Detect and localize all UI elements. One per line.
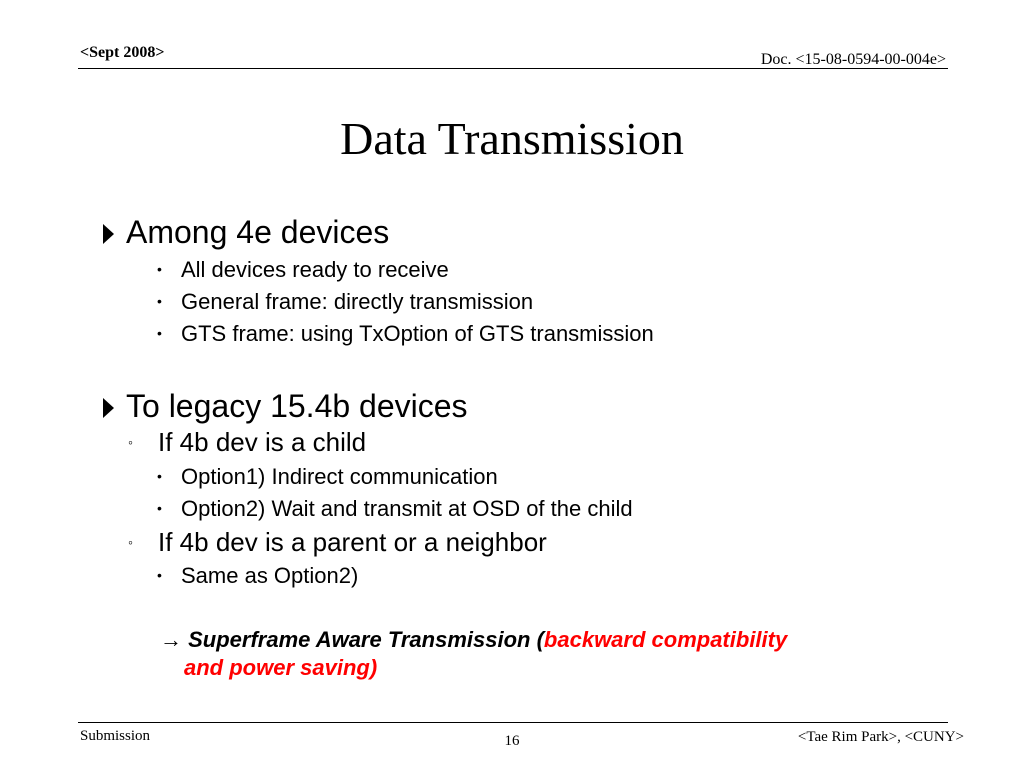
footer-author: <Tae Rim Park>, <CUNY> (797, 729, 964, 745)
dot-bullet-icon: • (157, 261, 162, 277)
ring-bullet-icon: ◦ (128, 534, 133, 550)
conclusion-text: Superframe Aware Transmission ( (188, 627, 544, 652)
conclusion-line-1 (160, 627, 787, 653)
page-number: 16 (504, 733, 520, 749)
right-arrow-icon: → (160, 627, 182, 652)
sub-item-parent: ◦ If 4b dev is a parent or a neighbor (128, 527, 547, 557)
bullet-item: • Option1) Indirect communication (157, 464, 498, 489)
header-doc-number: Doc. <15-08-0594-00-004e> (760, 51, 946, 68)
bullet-item: • GTS frame: using TxOption of GTS transmission (157, 321, 654, 346)
dot-bullet-icon: • (157, 325, 162, 341)
dot-bullet-icon: • (157, 293, 162, 309)
dot-bullet-icon: • (157, 500, 162, 516)
section-heading-1 (103, 214, 389, 251)
conclusion-highlight-1: backward compatibility (543, 627, 788, 652)
bullet-item: • Same as Option2) (157, 563, 359, 588)
arrow-bullet-icon (103, 398, 114, 418)
dot-bullet-icon: • (157, 468, 162, 484)
dot-bullet-icon: • (157, 567, 162, 583)
bullet-item: • All devices ready to receive (157, 257, 449, 282)
section-heading-1-text: Among 4e devices (126, 214, 390, 250)
arrow-bullet-icon (103, 224, 114, 244)
header-divider (78, 68, 948, 69)
sub-item-child: ◦ If 4b dev is a child (128, 427, 367, 457)
footer-divider (78, 722, 948, 723)
footer-submission: Submission (80, 728, 151, 744)
slide-title: Data Transmission (340, 113, 684, 164)
ring-bullet-icon: ◦ (128, 434, 133, 450)
bullet-item: • Option2) Wait and transmit at OSD of the child (157, 496, 633, 521)
bullet-item: • General frame: directly transmission (157, 289, 534, 314)
header-date: <Sept 2008> (80, 44, 165, 61)
section-heading-2-text: To legacy 15.4b devices (126, 388, 468, 424)
section-heading-2 (103, 388, 468, 425)
conclusion-highlight-2: and power saving) (184, 655, 378, 680)
